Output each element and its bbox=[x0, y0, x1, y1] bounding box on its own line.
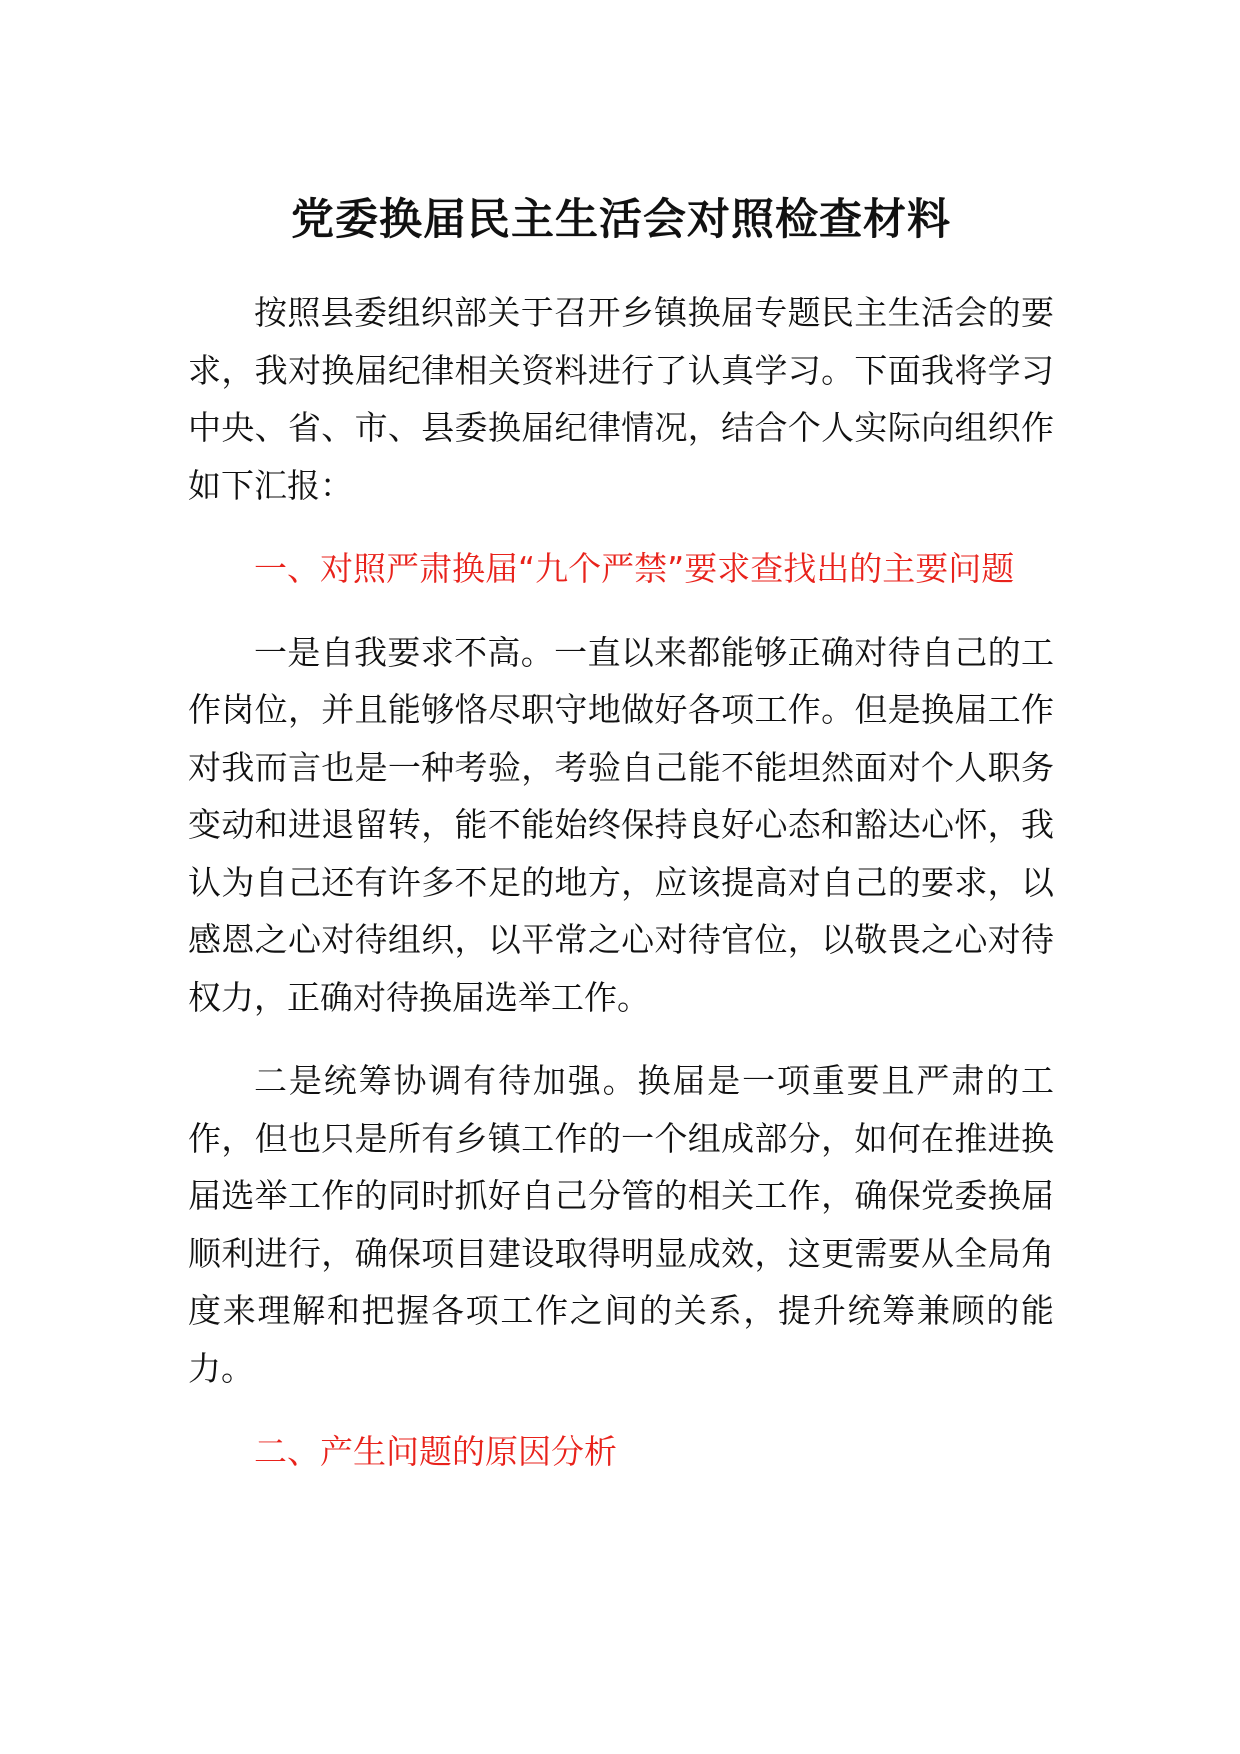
section-heading-2: 二、产生问题的原因分析 bbox=[254, 1432, 617, 1471]
section-1-paragraph-1: 一是自我要求不高。一直以来都能够正确对待自己的工作岗位，并且能够恪尽职守地做好各项工作。但是换届工作对我而言也是一种考验，考验自己能不能坦然面对个人职务变动和进退留转，能不能始终保持良好心态和豁达心怀，我认为自己还有许多不足的地方，应该提高对自己的要求，以感恩之心对待组织，以平常之心对待官位，以敬畏之心对待权力，正确对待换届选举工作。 bbox=[188, 632, 1054, 1017]
intro-paragraph: 按照县委组织部关于召开乡镇换届专题民主生活会的要求，我对换届纪律相关资料进行了认真学习。下面我将学习中央、省、市、县委换届纪律情况，结合个人实际向组织作如下汇报： bbox=[188, 293, 1054, 505]
section-heading-1: 一、对照严肃换届“九个严禁”要求查找出的主要问题 bbox=[254, 549, 1015, 588]
section-1-paragraph-2: 二是统筹协调有待加强。换届是一项重要且严肃的工作，但也只是所有乡镇工作的一个组成部分，如何在推进换届选举工作的同时抓好自己分管的相关工作，确保党委换届顺利进行，确保项目建设取得明显成效，这更需要从全局角度来理解和把握各项工作之间的关系，提升统筹兼顾的能力。 bbox=[188, 1061, 1054, 1388]
document-body bbox=[188, 190, 1054, 1507]
document-title: 党委换届民主生活会对照检查材料 bbox=[291, 195, 951, 245]
